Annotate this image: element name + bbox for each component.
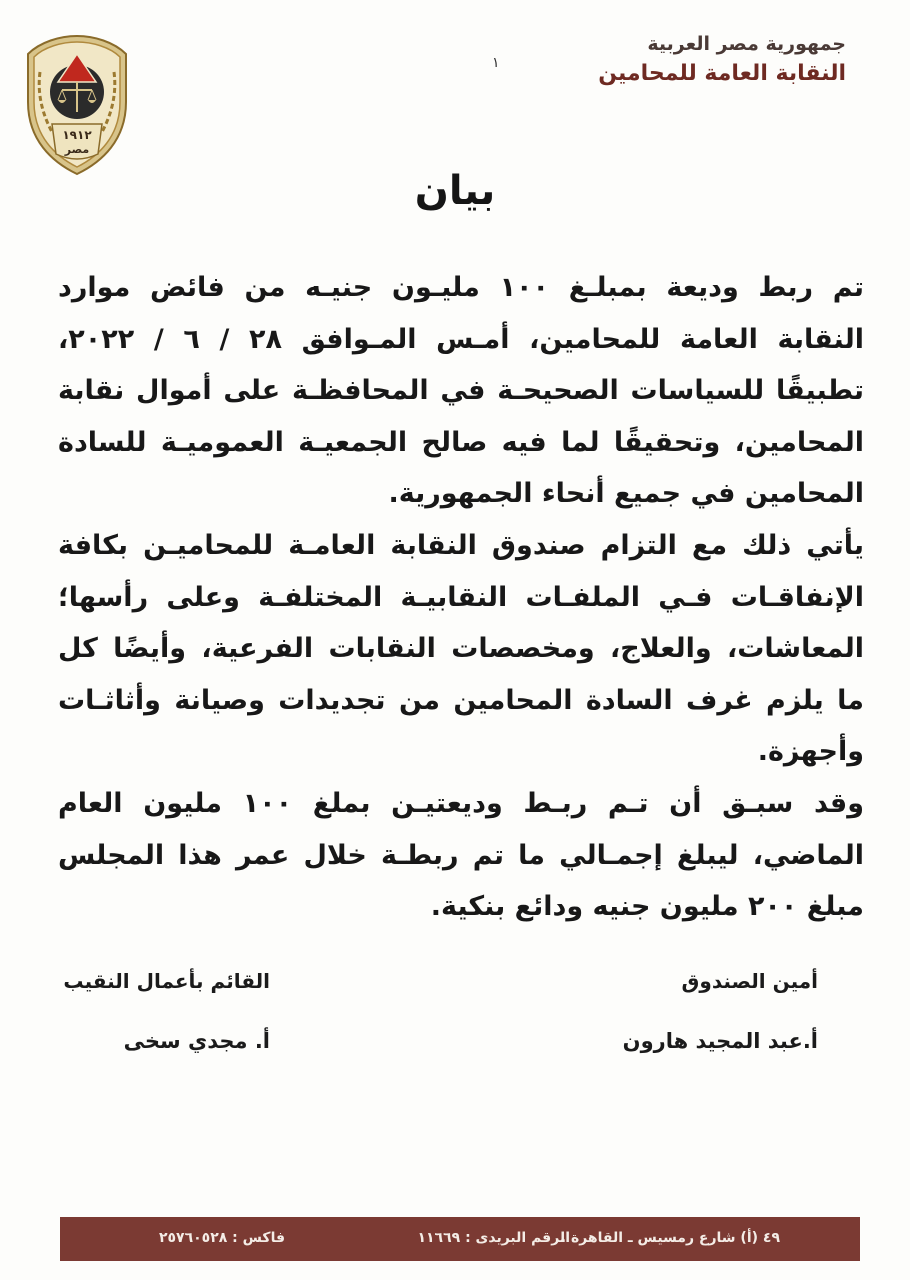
bar-association-emblem — [22, 32, 132, 177]
footer-fax: فاكس : ٢٥٧٦٠٥٢٨ — [158, 1230, 285, 1246]
country-name: جمهورية مصر العربية — [647, 33, 846, 55]
document-title: بيان — [414, 168, 496, 214]
emblem-place: مصر — [64, 143, 90, 156]
statement-body — [58, 262, 864, 933]
treasurer-role: أمين الصندوق — [681, 969, 818, 993]
emblem-year: ١٩١٢ — [62, 128, 92, 142]
page-mark: ١ — [492, 55, 500, 71]
footer-postal-code: الرقم البريدى : ١١٦٦٩ — [417, 1230, 570, 1246]
emblem-shield-icon — [22, 32, 132, 177]
footer-bar — [60, 1217, 860, 1261]
paragraph-previous-deposits: وقد سبـق أن تـم ربـط وديعتيـن بملغ ١٠٠ مليون العام الماضي، ليبلغ إجمـالي ما تم ربطـة خلال عمر هذا المجلس مبلغ ٢٠٠ مليون جنيه ودائع بنكية. — [58, 787, 865, 923]
acting-head-role: القائم بأعمال النقيب — [63, 969, 270, 993]
signature-treasurer — [623, 966, 818, 1056]
letterhead — [598, 30, 846, 90]
signature-acting-head — [63, 966, 270, 1056]
treasurer-name: أ.عبد المجيد هارون — [622, 1029, 818, 1053]
acting-head-name: أ. مجدي سخى — [123, 1029, 270, 1053]
syndicate-name: النقابة العامة للمحامين — [598, 61, 846, 86]
paragraph-deposit: تم ربط وديعة بمبلـغ ١٠٠ مليـون جنيـه من فائض موارد النقابة العامة للمحامين، أمـس المـوافق ٢٨ / ٦ / ٢٠٢٢، تطبيقًا للسياسات الصحيحـة في المحافظـة على أموال نقابة المحامين، وتحقيقًا لما فيه صالح الجمعيـة العموميـة للسادة المحامين في جميع أنحاء الجمهورية. — [58, 272, 864, 510]
footer-address: ٤٩ (أ) شارع رمسيس ـ القاهرة . — [560, 1230, 780, 1246]
paragraph-expenses: يأتي ذلك مع التزام صندوق النقابة العامـة للمحاميـن بكافة الإنفاقـات فـي الملفـات النقابيـة المختلفـة وعلى رأسها؛ المعاشات، والعلاج، ومخصصات النقابات الفرعية، وأيضًا كل ما يلزم غرف السادة المحامين من تجديدات وصيانة وأثاثـات وأجهزة. — [58, 529, 864, 768]
